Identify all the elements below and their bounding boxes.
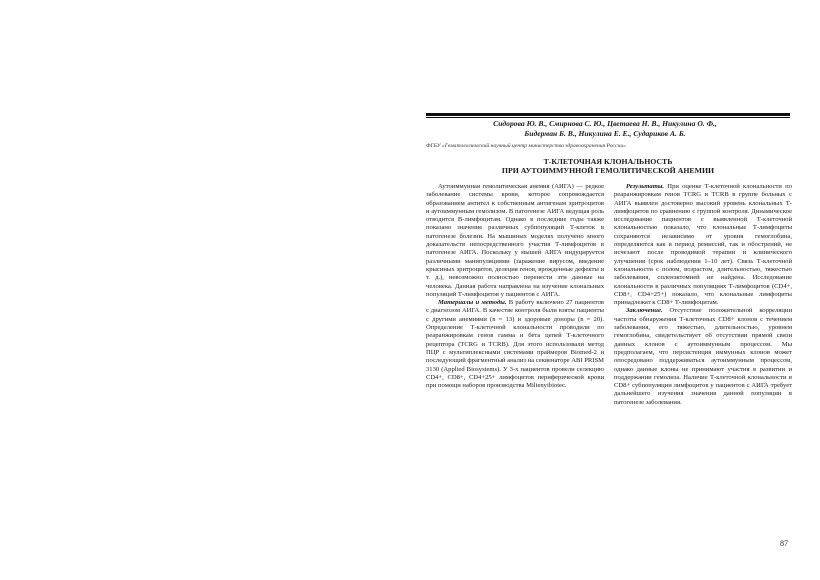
intro-paragraph: Аутоиммунная гемолитическая анемия (АИГА) — редкое заболевание системы крови, которое сопровождается образованием антител к собственным антигенам эритроцитов и аутоиммунным гемолизом. В патогенезе АИГА ведущая роль отводится В-лимфоцитам. Однако в последние годы также показано значение различных субпопуляций Т-клеток в патогенезе болезни. На мышиных моделях получено много доказательств непосредственного участия Т-лимфоцитов в патогенезе АИГА. Поскольку у мышей АИГА индуцируется различными манипуляциями (заражение вирусом, введение крысиных эритроцитов, делеция генов, врожденные дефекты и т. д.), невозможно полностью перенести эти данные на человека. Данная работа направлена на изучение клональных популяций Т-лимфоцитов у пациентов с АИГА. — [426, 183, 604, 298]
authors-line-1: Сидорова Ю. В., Смирнова С. Ю., Цветаева Н. В., Никулина О. Ф., — [493, 119, 717, 128]
header-rule-thin — [426, 117, 790, 118]
conclusion-paragraph — [614, 307, 792, 407]
page-number: 87 — [780, 539, 788, 548]
title-line-2: ПРИ АУТОИММУННОЙ ГЕМОЛИТИЧЕСКОЙ АНЕМИИ — [501, 166, 715, 175]
methods-text: В работу включено 27 пациентов с диагнозом АИГА. В качестве контроля были взяты пациенты с другими анемиями (n = 13) и здоровые доноры (n = 20). Определение Т-клеточной клональности проводили по реаранжировкам генов гамма и бета цепей Т-клеточного рецептора (TCRG и TCRB). Для этого использовали метод ПЦР с мультиплексными системами праймеров Biomed-2 и последующий фрагментный анализ на секвенаторе ABI PRISM 3130 (Applied Biosystems). У 3-х пациентов провели селекцию CD4+, CD8+, CD4+25+ лимфоцитов периферической крови при помощи наборов производства Miltenyibiotec. — [426, 299, 605, 390]
results-paragraph — [614, 183, 792, 307]
results-heading: Результаты. — [626, 183, 665, 190]
methods-paragraph — [426, 299, 604, 390]
title-line-1: Т-КЛЕТОЧНАЯ КЛОНАЛЬНОСТЬ — [543, 157, 673, 166]
methods-heading: Материалы и методы. — [438, 299, 507, 307]
authors-line-2: Бидерман Б. В., Никулина Е. Е., Судариков А. Б. — [524, 128, 686, 138]
results-text: При оценке Т-клеточной клональности по реаранжировкам генов TCRG и TCRB в группе больных с АИГА выявлен достоверно высокий уровень клональных Т-лимфоцитов по сравнению с группой контроля. Динамическое исследование пациентов с выявленной Т-клеточной клональностью показало, что клональные Т-лимфоциты сохраняются независимо от уровня гемоглобина, определяются как в период ремиссий, так и обострений, не исчезают после проводимой терапии и клинического улучшения (срок наблюдения 1–10 лет). Связь Т-клеточной клональности с полом, возрастом, длительностью, тяжестью заболевания, спленэктомией не найдена. Исследование клональности в различных популяциях Т-лимфоцитов (CD4+, CD8+, CD4+25+) показало, что клональные лимфоциты принадлежат к CD8+ Т-лимфоцитам. — [614, 183, 792, 307]
affiliation: ФГБУ «Гематологический научный центр министерства здравоохранения России» — [426, 143, 626, 149]
authors — [440, 119, 770, 138]
left-column — [426, 183, 604, 390]
conclusion-heading: Заключение. — [626, 307, 663, 315]
conclusion-text: Отсутствие положительной корреляции частоты обнаружения Т-клеточных CD8+ клонов с течением заболевания, его тяжестью, длительностью, уровнем гемоглобина, свидетельствует об отсутствии прямой связи данных клонов с аутоиммунным процессом. Мы предполагаем, что персистенция иммунных клонов может опосредовано поддерживаться аутоиммунным процессом, однако данные клоны не принимают участия в развитии и поддержании гемолиза. Наличие Т-клеточной клональности в CD8+ субпопуляции лимфоцитов у пациентов с АИГА требует дальнейшего изучения значения данной популяции в патогенезе заболевания. — [614, 307, 792, 406]
right-column — [614, 183, 792, 407]
header-rule — [426, 113, 790, 116]
article-title — [426, 157, 790, 175]
